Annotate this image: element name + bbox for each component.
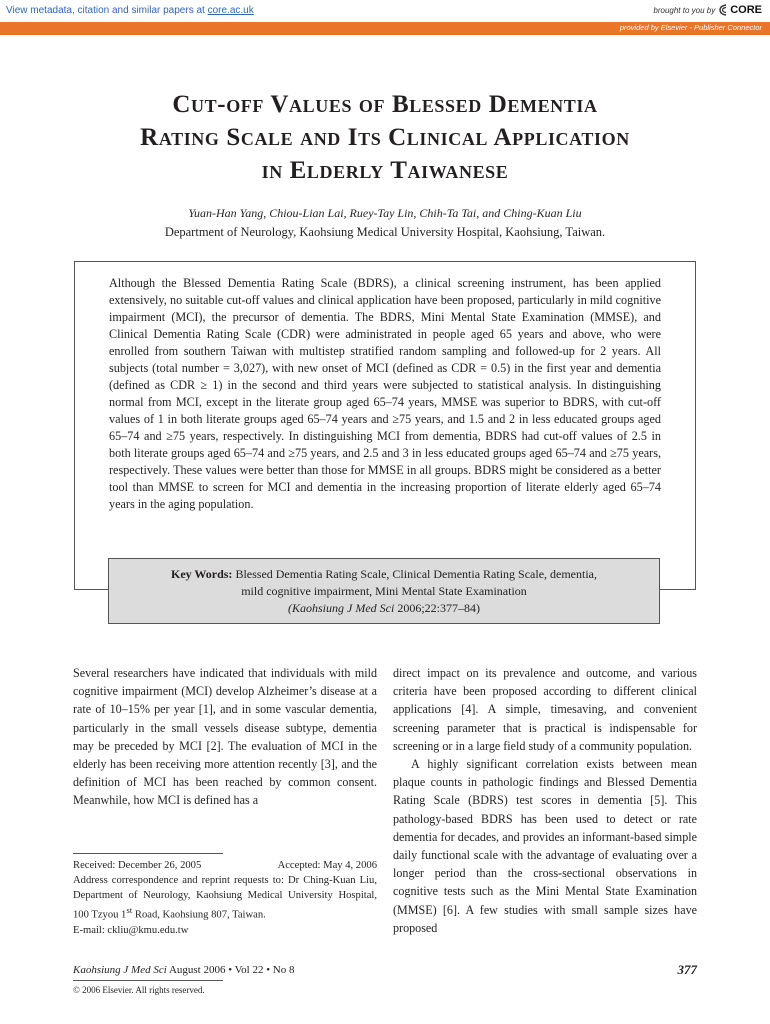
keywords-box [108,558,660,624]
keywords-text: Blessed Dementia Rating Scale, Clinical Dementia Rating Scale, dementia, [235,567,598,581]
citation-journal: (Kaohsiung J Med Sci [288,601,395,615]
provided-by-text[interactable]: provided by Elsevier - Publisher Connector [619,23,762,32]
core-metadata-link[interactable] [6,5,254,16]
email[interactable]: E-mail: ckliu@kmu.edu.tw [73,924,189,936]
keywords-line [109,566,659,583]
core-logo-text: CORE [730,4,762,16]
keywords-text-2: mild cognitive impairment, Mini Mental State Examination [241,584,527,598]
accepted-date: Accepted: May 4, 2006 [277,860,377,871]
footer-journal-info [73,964,295,976]
dates-row [73,858,377,873]
title-line: Rating Scale and Its Clinical Application [140,124,630,151]
abstract-text: Although the Blessed Dementia Rating Scale (BDRS), a clinical screening instrument, has been applied extensively, no suitable cut-off values and clinical application have been proposed, particularly in mild cognitive impairment (MCI), the precursor of dementia. The BDRS, Mini Mental State Examination (MMSE), and Clinical Dementia Rating Scale (CDR) were administrated in people aged 65 years and above, who were enrolled from southern Taiwan with multistep stratified random sampling and followed-up for 2 years. All subjects (total number = 3,027), with new onset of MCI (defined as CDR = 0.5) in the first year and dementia (defined as CDR ≥ 1) in the second and third years were subjected to statistical analysis. In distinguishing normal from MCI, except in the literate group aged 65–74 years, MMSE was superior to BDRS, with cut-off values of 1 in both literate groups aged 65–74 years and ≥75 years, and 1.5 and 2 in less educated groups aged 65–74 and ≥75 years, respectively. In distinguishing MCI from dementia, BDRS had cut-off values of 2.5 in both literate groups aged 65–74 and ≥75 years, and 2.5 and 3 in less educated groups aged 65–74 and ≥75 years, respectively. These values were better than those for MMSE in all groups. BDRS might be considered as a better tool than MMSE to screen for MCI and dementia in the increasing proportion of literate elderly aged 65–74 years in the aging population. [109,276,661,511]
body-column-right [393,664,697,937]
publisher-bar [0,22,770,35]
brought-by-text: brought to you by [653,5,716,15]
footnote [73,858,377,938]
citation [109,600,659,617]
footer-issue: August 2006 • Vol 22 • No 8 [166,964,295,976]
core-logo-icon [718,4,728,16]
core-link-url[interactable]: core.ac.uk [207,5,254,16]
copyright: © 2006 Elsevier. All rights reserved. [73,985,205,995]
core-link-prefix: View metadata, citation and similar papers at [6,5,208,16]
core-brand[interactable] [653,4,762,16]
title-line: Cut-off Values of Blessed Dementia [172,91,598,118]
author-list: Yuan-Han Yang, Chiou-Lian Lai, Ruey-Tay Lin, Chih-Ta Tai, and Ching-Kuan Liu [188,206,582,220]
article-title [60,88,710,187]
citation-detail: 2006;22:377–84) [397,601,480,615]
affiliation: Department of Neurology, Kaohsiung Medical University Hospital, Kaohsiung, Taiwan. [164,225,606,239]
correspondence-address [73,873,377,923]
body-column-left [73,664,377,810]
body-paragraph: Several researchers have indicated that individuals with mild cognitive impairment (MCI) develop Alzheimer’s disease at a rate of 10–15% per year [1], and in some vascular dementia, particularly in the small vessels disease subtype, dementia may be preceded by MCI [2]. The evaluation of MCI in the elderly has been receiving more attention recently [3], and the definition of MCI has been reached by common consent. Meanwhile, how MCI is defined has a [73,666,377,808]
address-text-end: Road, Kaohsiung 807, Taiwan. [132,909,266,921]
footnote-divider [73,853,223,854]
footer-journal-name: Kaohsiung J Med Sci [73,964,167,976]
keywords-label: Key Words: [170,567,233,581]
address-sup: st [126,905,133,915]
core-banner [0,0,770,22]
title-line: in Elderly Taiwanese [261,157,509,184]
address-text: Address correspondence and reprint requests to: Dr Ching-Kuan Liu, Department of Neurology, Kaohsiung Medical University Hospital, 100 Tzyou 1 [73,875,377,921]
page-number: 377 [677,962,697,977]
body-paragraph: A highly significant correlation exists between mean plaque counts in pathologic findings and Blessed Dementia Rating Scale (BDRS) test scores in dementia [5]. This pathology-based BDRS has been used to detect or rate dementia for decades, and provides an informant-based simple daily functional scale with the advantage of evaluating over a longer period than the cross-sectional observations in cognitive tests such as the Mini Mental State Examination (MMSE) [6]. A few studies with small sample sizes have proposed [393,757,697,935]
received-date: Received: December 26, 2005 [73,860,202,871]
footer-divider [73,980,223,981]
body-paragraph: direct impact on its prevalence and outcome, and various criteria have been proposed according to different clinical applications [4]. A simple, timesaving, and convenient screening parameter that is practical is indispensable for screening or in a large field study of a community population. [393,666,697,753]
